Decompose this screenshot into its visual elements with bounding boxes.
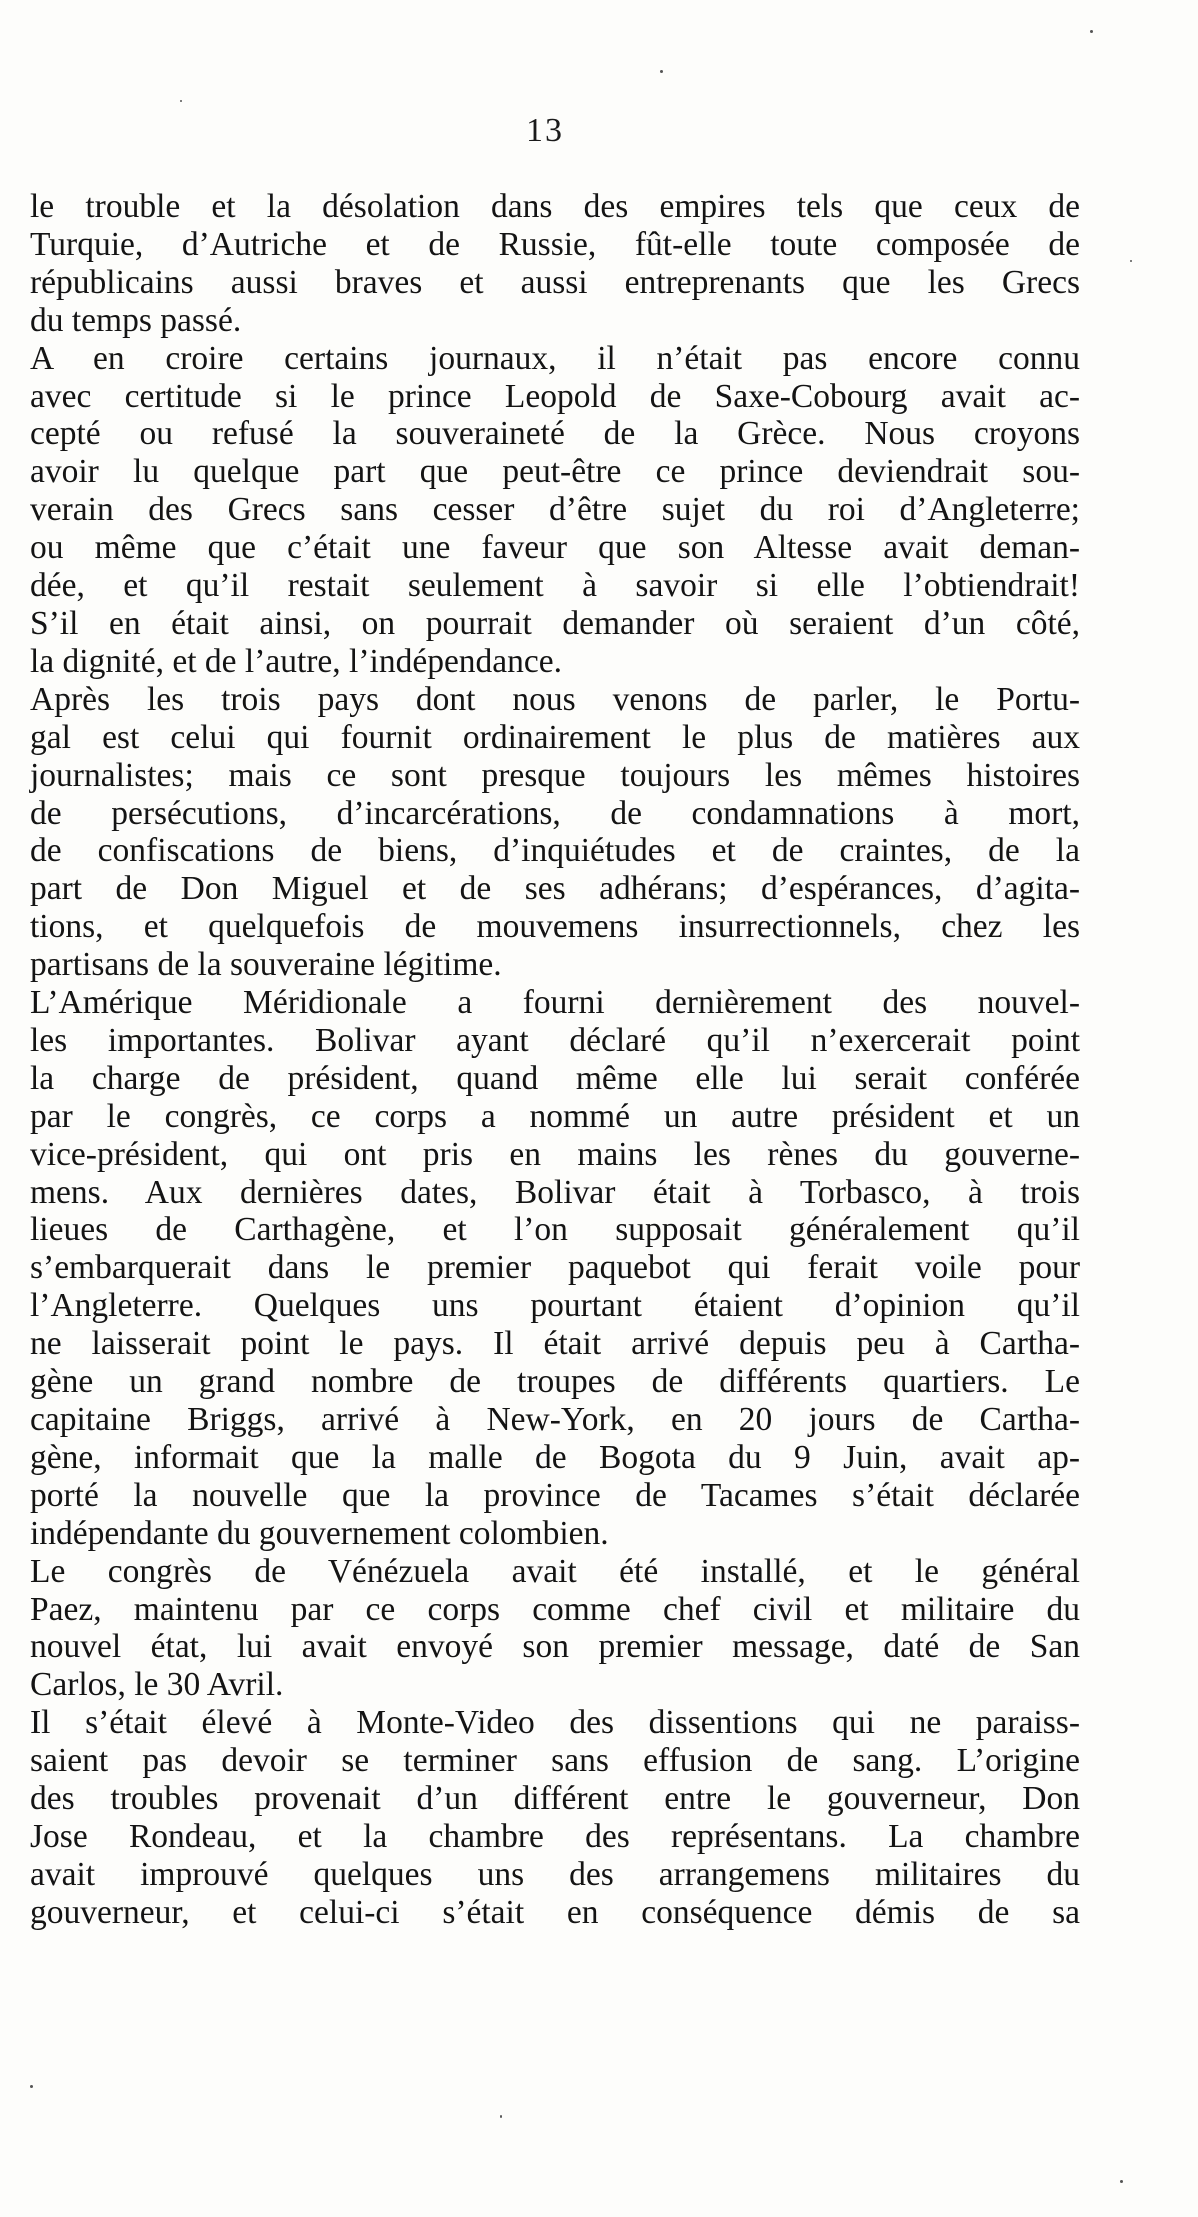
text-line: Paez, maintenu par ce corps comme chef civil et militaire du [30, 1590, 1080, 1628]
text-line: avait improuvé quelques uns des arrangemens militaires du [30, 1855, 1080, 1893]
text-line: la dignité, et de l’autre, l’indépendance. [30, 642, 563, 680]
text-line: capitaine Briggs, arrivé à New-York, en 20 jours de Cartha- [30, 1401, 1080, 1438]
text-line: saient pas devoir se terminer sans effusion de sang. L’origine [30, 1742, 1080, 1780]
text-line: gouverneur, et celui-ci s’était en conséquence démis de sa [30, 1893, 1080, 1931]
scan-speck [1090, 30, 1093, 33]
text-line: gal est celui qui fournit ordinairement le plus de matières aux [30, 718, 1080, 756]
page-number: 13 [526, 112, 564, 149]
scan-speck [500, 2115, 502, 2118]
text-line: de persécutions, d’incarcérations, de condamnations à mort, [30, 794, 1080, 832]
text-line: indépendante du gouvernement colombien. [30, 1514, 609, 1552]
text-line: S’il en était ainsi, on pourrait demander où seraient d’un côté, [30, 604, 1080, 642]
text-line: du temps passé. [30, 301, 242, 339]
text-line: mens. Aux dernières dates, Bolivar était à Torbasco, à trois [30, 1173, 1080, 1211]
text-line: ou même que c’était une faveur que son Altesse avait deman- [30, 529, 1080, 567]
text-line: avoir lu quelque part que peut-être ce prince deviendrait sou- [30, 453, 1080, 491]
text-line: républicains aussi braves et aussi entreprenants que les Grecs [30, 263, 1080, 301]
text-line: part de Don Miguel et de ses adhérans; d’espérances, d’agita- [30, 870, 1080, 908]
text-line: journalistes; mais ce sont presque toujours les mêmes histoires [30, 756, 1080, 794]
scan-speck [1120, 2180, 1123, 2183]
text-line: porté la nouvelle que la province de Tacames s’était déclarée [30, 1476, 1080, 1514]
scan-speck [660, 70, 663, 73]
text-line: L’Amérique Méridionale a fourni dernièrement des nouvel- [30, 984, 1080, 1022]
text-line: vice-président, qui ont pris en mains les rènes du gouverne- [30, 1135, 1080, 1173]
text-line: ne laisserait point le pays. Il était arrivé depuis peu à Cartha- [30, 1325, 1080, 1363]
text-line: A en croire certains journaux, il n’était pas encore connu [30, 339, 1080, 377]
scan-speck [30, 2085, 33, 2088]
text-line: verain des Grecs sans cesser d’être sujet du roi d’Angleterre; [30, 491, 1080, 529]
text-line: la charge de président, quand même elle lui serait conférée [30, 1059, 1080, 1097]
text-line: gène un grand nombre de troupes de différents quartiers. Le [30, 1363, 1080, 1401]
text-line: des troubles provenait d’un différent entre le gouverneur, Don [30, 1780, 1080, 1818]
text-line: Le congrès de Vénézuela avait été installé, et le général [30, 1552, 1080, 1590]
text-line: l’Angleterre. Quelques uns pourtant étaient d’opinion qu’il [30, 1287, 1080, 1325]
text-line: dée, et qu’il restait seulement à savoir si elle l’obtiendrait! [30, 567, 1080, 605]
text-line: tions, et quelquefois de mouvemens insurrectionnels, chez les [30, 908, 1080, 946]
text-line: Turquie, d’Autriche et de Russie, fût-elle toute composée de [30, 225, 1080, 263]
text-line: par le congrès, ce corps a nommé un autre président et un [30, 1097, 1080, 1135]
text-line: le trouble et la désolation dans des empires tels que ceux de [30, 188, 1080, 225]
text-line: cepté ou refusé la souveraineté de la Grèce. Nous croyons [30, 415, 1080, 453]
text-line: nouvel état, lui avait envoyé son premier message, daté de San [30, 1628, 1080, 1666]
text-line: les importantes. Bolivar ayant déclaré qu’il n’exercerait point [30, 1021, 1080, 1059]
text-line: partisans de la souveraine légitime. [30, 946, 502, 984]
text-line: avec certitude si le prince Leopold de Saxe-Cobourg avait ac- [30, 377, 1080, 415]
scan-speck [1130, 260, 1132, 262]
text-line: lieues de Carthagène, et l’on supposait généralement qu’il [30, 1211, 1080, 1249]
text-line: s’embarquerait dans le premier paquebot qui ferait voile pour [30, 1249, 1080, 1287]
text-line: Carlos, le 30 Avril. [30, 1666, 284, 1704]
body-text [30, 188, 1080, 1932]
text-line: Il s’était élevé à Monte-Video des dissentions qui ne paraiss- [30, 1704, 1080, 1742]
text-line: Jose Rondeau, et la chambre des représentans. La chambre [30, 1817, 1080, 1855]
text-line: de confiscations de biens, d’inquiétudes et de craintes, de la [30, 832, 1080, 870]
scan-speck [180, 100, 182, 102]
text-line: gène, informait que la malle de Bogota du 9 Juin, avait ap- [30, 1438, 1080, 1476]
text-line: Après les trois pays dont nous venons de parler, le Portu- [30, 680, 1080, 718]
